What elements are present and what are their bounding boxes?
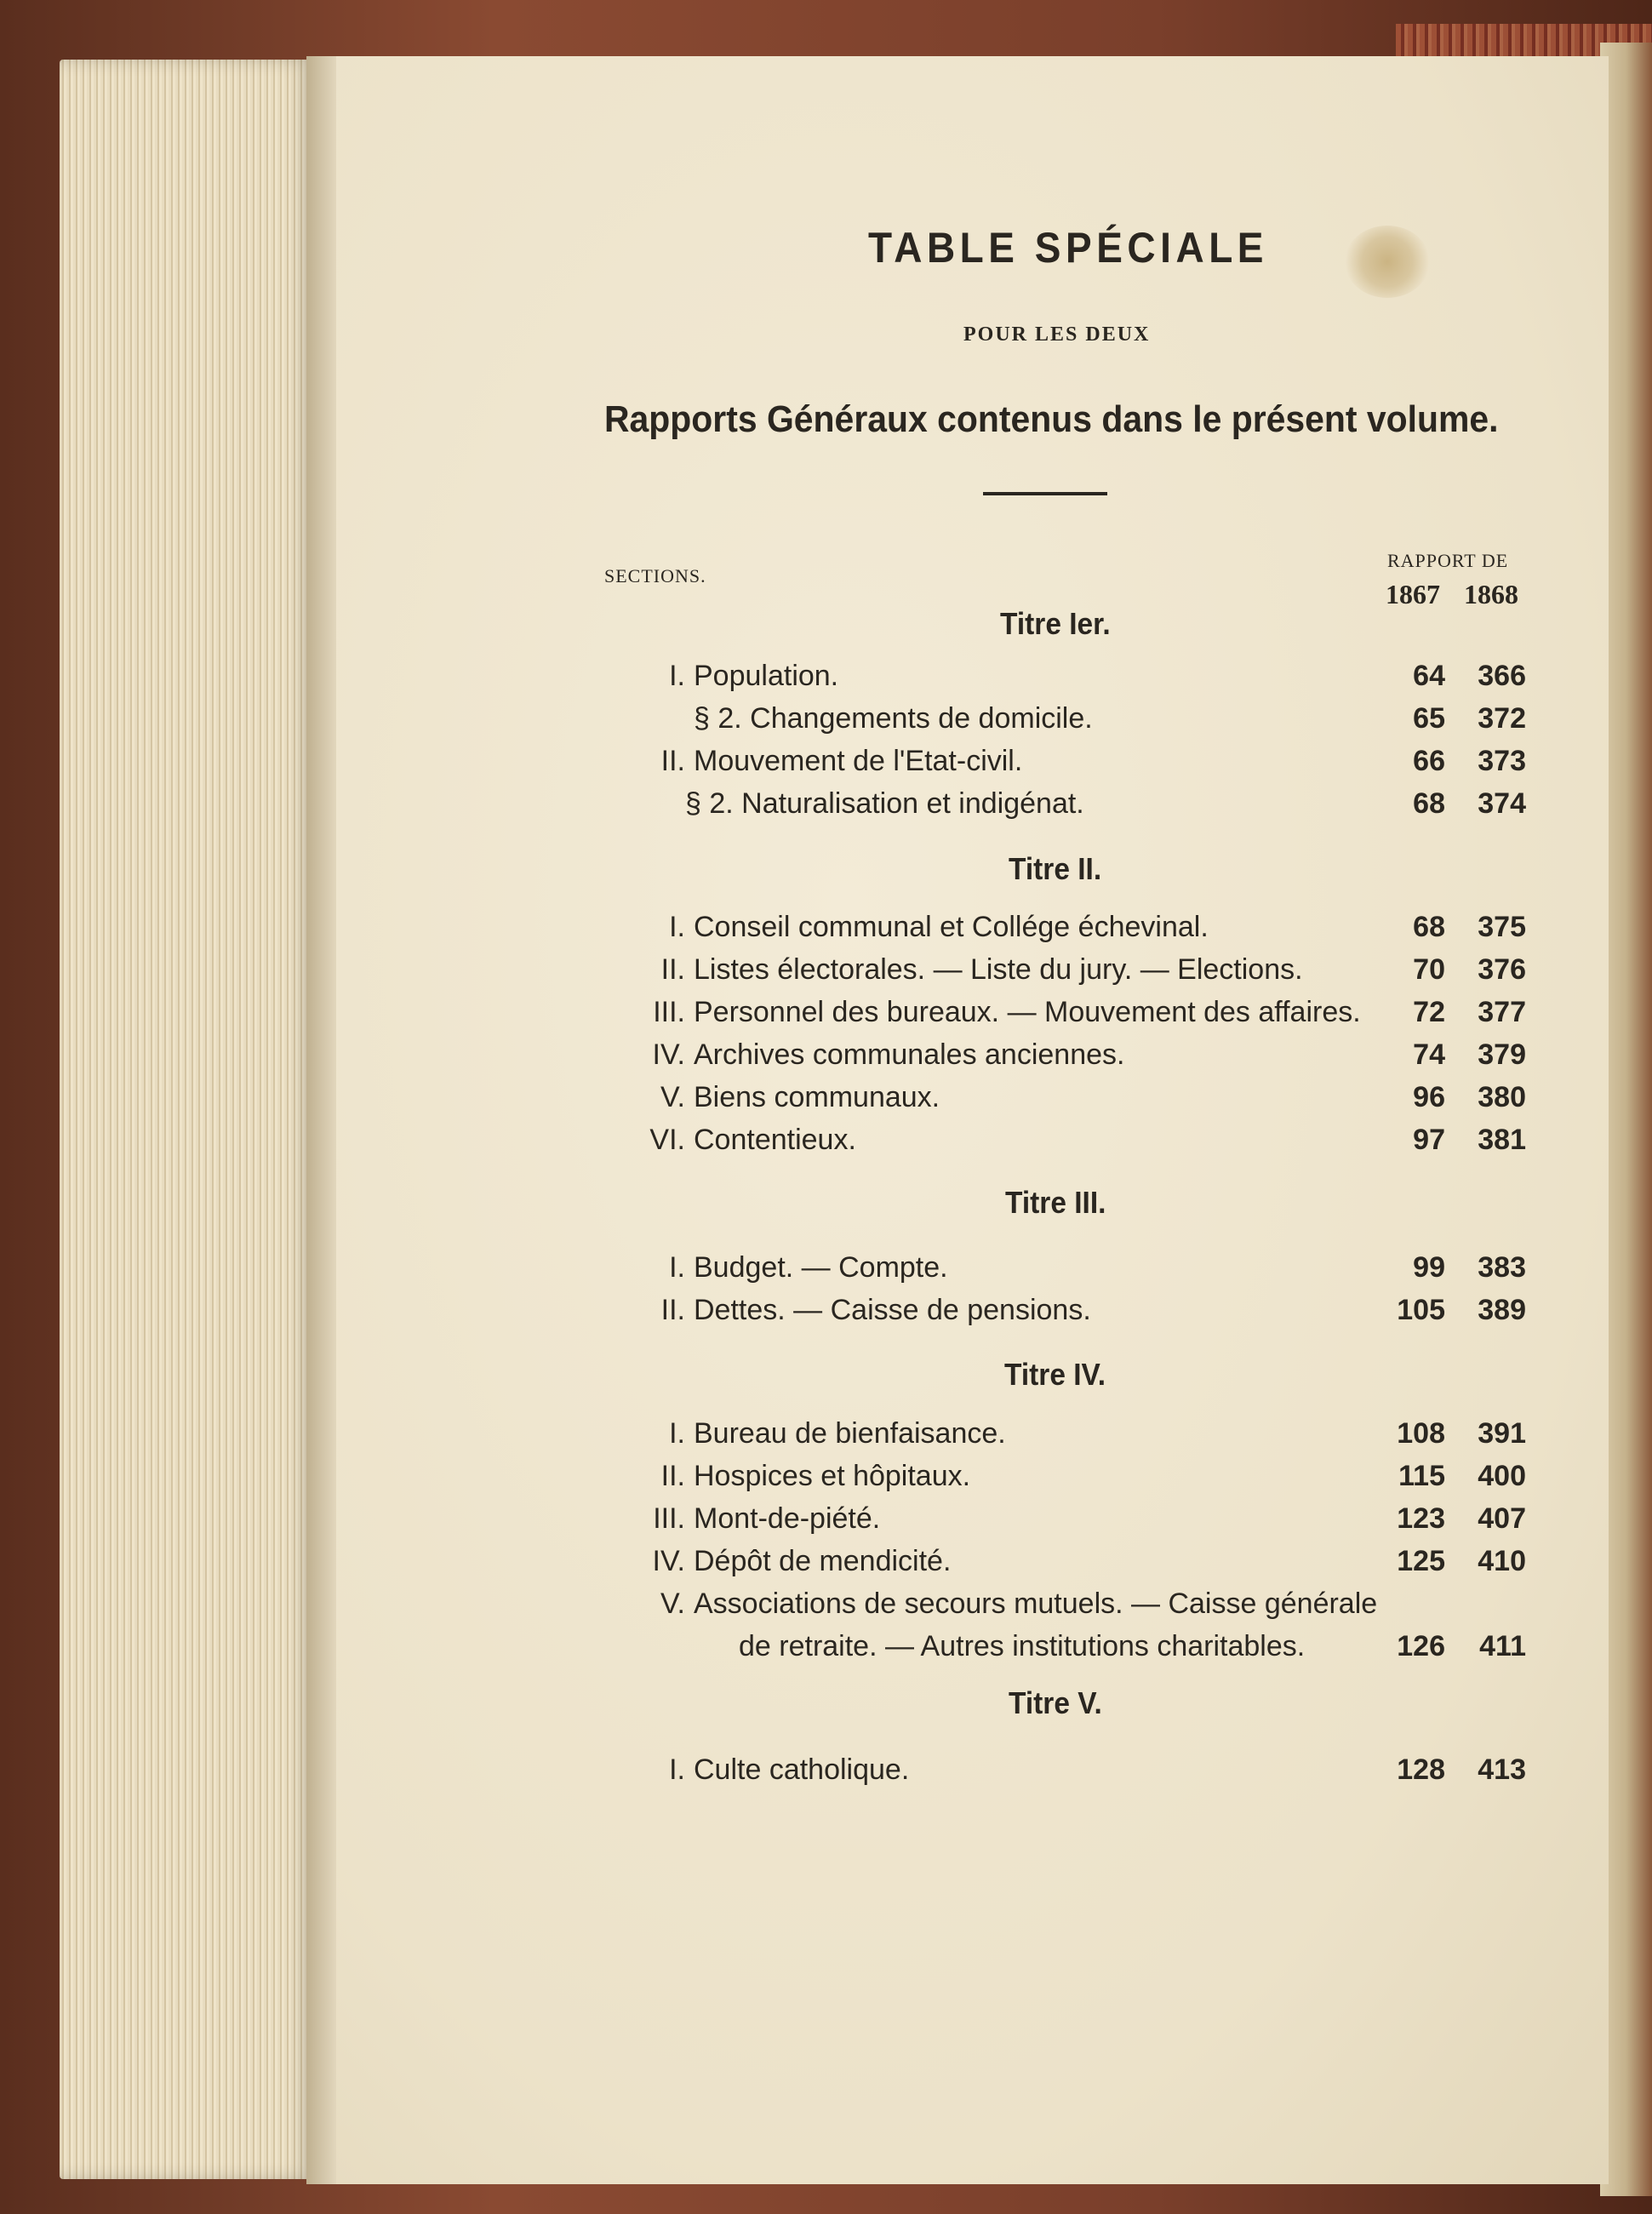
page-1867: 128	[1397, 1753, 1445, 1786]
page-heading: Rapports Généraux contenus dans le présent volume.	[604, 398, 1499, 440]
page-subtitle: POUR LES DEUX	[963, 323, 1151, 346]
section-title: Culte catholique.	[694, 1753, 910, 1786]
section-title: Dépôt de mendicité.	[694, 1545, 952, 1577]
page-1867: 70	[1413, 953, 1445, 986]
divider-rule	[983, 492, 1107, 495]
page-1867: 96	[1413, 1081, 1445, 1113]
page-1868: 391	[1478, 1417, 1526, 1450]
titre-heading: Titre III.	[1004, 1185, 1106, 1220]
section-title: Archives communales anciennes.	[694, 1038, 1125, 1071]
section-title: de retraite. — Autres institutions charitables.	[739, 1630, 1306, 1662]
page-1867: 72	[1413, 996, 1445, 1028]
page-1867: 105	[1397, 1294, 1445, 1326]
page-1868: 375	[1478, 911, 1526, 943]
page-1867: 66	[1413, 745, 1445, 777]
page-1867: 74	[1413, 1038, 1445, 1071]
page-1868: 373	[1478, 745, 1526, 777]
section-number: II.	[660, 1460, 685, 1492]
section-number: III.	[653, 996, 685, 1028]
page-1868: 377	[1478, 996, 1526, 1028]
paper-stain	[1345, 226, 1430, 298]
page-1868: 380	[1478, 1081, 1526, 1113]
section-title: Personnel des bureaux. — Mouvement des affaires.	[694, 996, 1361, 1028]
section-title: Conseil communal et Collége échevinal.	[694, 911, 1209, 943]
section-number: II.	[660, 953, 685, 986]
section-number: II.	[660, 1294, 685, 1326]
page-1868: 407	[1478, 1502, 1526, 1535]
page-1867: 125	[1397, 1545, 1445, 1577]
section-title: Mouvement de l'Etat-civil.	[694, 745, 1023, 777]
section-title: Dettes. — Caisse de pensions.	[694, 1294, 1091, 1326]
section-number: VI.	[649, 1124, 685, 1156]
page-1867: 68	[1413, 911, 1445, 943]
sections-label: SECTIONS.	[604, 565, 706, 586]
section-title: Hospices et hôpitaux.	[694, 1460, 971, 1492]
book-page	[336, 56, 1609, 2184]
section-title: Bureau de bienfaisance.	[694, 1417, 1006, 1450]
section-title: Mont-de-piété.	[694, 1502, 881, 1535]
page-1868: 366	[1478, 660, 1526, 692]
section-number: I.	[669, 1753, 685, 1786]
page-gutter	[306, 56, 340, 2184]
year-1867: 1867	[1386, 579, 1440, 609]
section-number: I.	[669, 1251, 685, 1284]
section-number: I.	[669, 911, 685, 943]
page-1868: 410	[1478, 1545, 1526, 1577]
titre-heading: Titre II.	[1009, 851, 1102, 886]
section-number: III.	[653, 1502, 685, 1535]
section-number: V.	[660, 1588, 685, 1620]
page-block-edges	[60, 60, 315, 2179]
section-number: I.	[669, 660, 685, 692]
section-title: § 2. Changements de domicile.	[694, 702, 1093, 735]
rapport-label: RAPPORT DE	[1387, 550, 1509, 571]
page-1867: 115	[1398, 1460, 1445, 1492]
page-1868: 411	[1479, 1630, 1526, 1662]
titre-heading: Titre IV.	[1004, 1357, 1106, 1392]
section-title: Contentieux.	[694, 1124, 856, 1156]
section-title: § 2. Naturalisation et indigénat.	[685, 787, 1084, 820]
page-1868: 374	[1478, 787, 1526, 820]
section-title: Associations de secours mutuels. — Caisse générale	[694, 1588, 1378, 1620]
page-1868: 413	[1478, 1753, 1526, 1786]
titre-heading: Titre Ier.	[1000, 606, 1111, 641]
page-1868: 389	[1478, 1294, 1526, 1326]
year-1868: 1868	[1464, 579, 1518, 609]
page-1868: 400	[1478, 1460, 1526, 1492]
page-1867: 123	[1397, 1502, 1445, 1535]
section-title: Budget. — Compte.	[694, 1251, 948, 1284]
page-1868: 383	[1478, 1251, 1526, 1284]
section-number: II.	[660, 745, 685, 777]
section-title: Biens communaux.	[694, 1081, 940, 1113]
section-number: IV.	[652, 1038, 685, 1071]
section-title: Listes électorales. — Liste du jury. — Elections.	[694, 953, 1303, 986]
page-1867: 99	[1413, 1251, 1445, 1284]
page-1867: 126	[1397, 1630, 1445, 1662]
titre-heading: Titre V.	[1009, 1685, 1102, 1720]
section-number: V.	[660, 1081, 685, 1113]
page-1868: 372	[1478, 702, 1526, 735]
page-title: TABLE SPÉCIALE	[868, 224, 1269, 272]
page-1868: 379	[1478, 1038, 1526, 1071]
page-1867: 68	[1413, 787, 1445, 820]
section-number: I.	[669, 1417, 685, 1450]
section-title: Population.	[694, 660, 839, 692]
page-1868: 376	[1478, 953, 1526, 986]
section-number: IV.	[652, 1545, 685, 1577]
page-1868: 381	[1478, 1124, 1526, 1156]
page-1867: 65	[1413, 702, 1445, 735]
page-1867: 97	[1413, 1124, 1445, 1156]
page-1867: 64	[1413, 660, 1445, 692]
page-1867: 108	[1397, 1417, 1445, 1450]
